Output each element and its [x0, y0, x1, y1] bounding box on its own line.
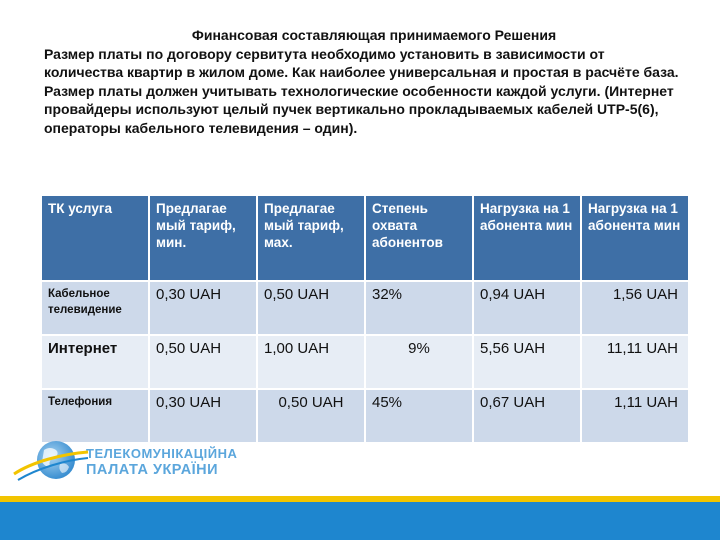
header-tariff-min: Предлагае мый тариф, мин. [149, 196, 257, 281]
load-min: 0,67 UAH [473, 389, 581, 443]
load-max: 1,11 UAH [581, 389, 689, 443]
tariff-max: 1,00 UAH [257, 335, 365, 389]
table-row [41, 281, 689, 335]
logo-line-2: ПАЛАТА УКРАЇНИ [86, 462, 219, 478]
slide-text [44, 26, 684, 137]
load-min: 0,94 UAH [473, 281, 581, 335]
paragraph-3: операторы кабельного телевидения – один). [44, 119, 358, 136]
coverage: 32% [365, 281, 473, 335]
service-name: Интернет [41, 335, 149, 389]
logo-text [86, 446, 237, 479]
paragraph-2: Размер платы должен учитывать технологические особенности каждой услуги. (Интернет провайдеры используют целый пучек вертикально прокладываемых кабелей UTP-5(6), [44, 82, 674, 117]
tariff-min: 0,30 UAH [149, 389, 257, 443]
service-name: Телефония [41, 389, 149, 443]
tariff-min: 0,30 UAH [149, 281, 257, 335]
tariff-min: 0,50 UAH [149, 335, 257, 389]
table-row [41, 335, 689, 389]
tariff-max: 0,50 UAH [257, 281, 365, 335]
table-row [41, 389, 689, 443]
service-name: Кабельное телевидение [41, 281, 149, 335]
paragraph-1: Размер платы по договору сервитута необходимо установить в зависимости от количества квартир в жилом доме. Как наиболее универсальная и простая в расчёте база. [44, 45, 679, 80]
coverage: 9% [365, 335, 473, 389]
load-max: 11,11 UAH [581, 335, 689, 389]
coverage: 45% [365, 389, 473, 443]
header-tariff-max: Предлагае мый тариф, мах. [257, 196, 365, 281]
header-coverage: Степень охвата абонентов [365, 196, 473, 281]
tariff-max: 0,50 UAH [257, 389, 365, 443]
load-min: 5,56 UAH [473, 335, 581, 389]
header-load-max: Нагрузка на 1 абонента мин [581, 196, 689, 281]
slide-title: Финансовая составляющая принимаемого Решения [191, 27, 557, 43]
table-header-row [41, 196, 689, 281]
footer-blue-bar [0, 502, 720, 540]
header-service: ТК услуга [41, 196, 149, 281]
load-max: 1,56 UAH [581, 281, 689, 335]
header-load-min: Нагрузка на 1 абонента мин [473, 196, 581, 281]
logo-line-1: ТЕЛЕКОМУНІКАЦІЙНА [86, 446, 238, 461]
tariff-table [40, 196, 690, 444]
